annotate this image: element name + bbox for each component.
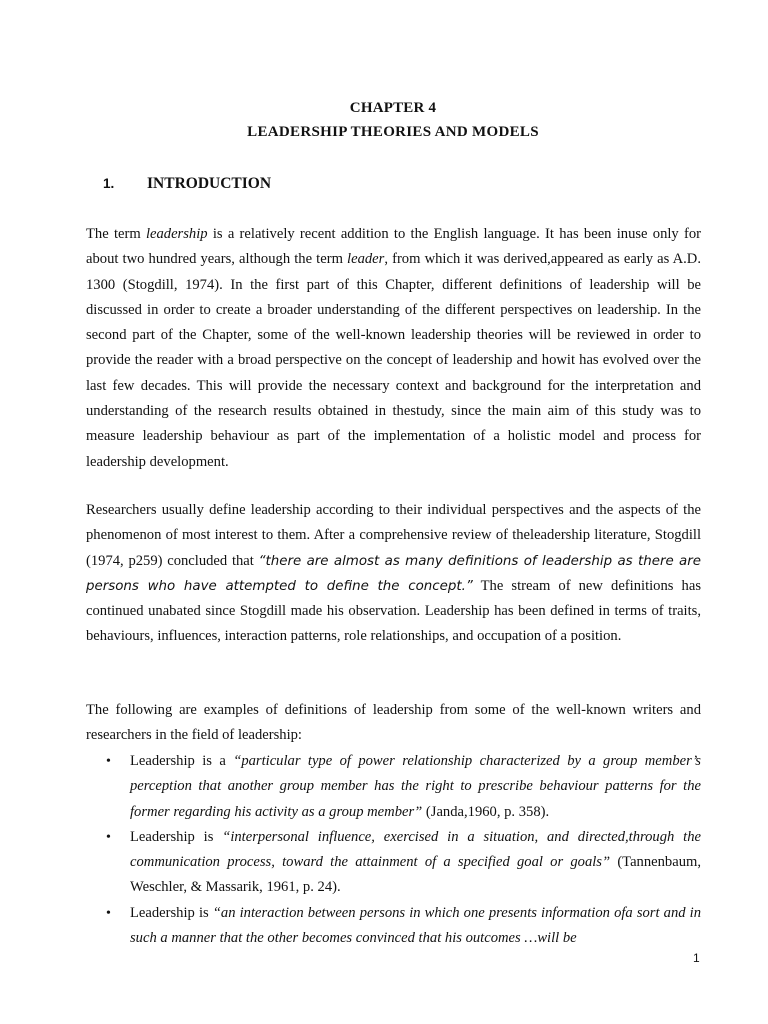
section-heading	[103, 175, 271, 193]
page-number: 1	[693, 951, 700, 965]
definition-lead: Leadership is a	[130, 753, 234, 769]
definition-lead: Leadership is	[130, 828, 223, 845]
definition-quote: “interpersonal influence, exercised in a situation, and directed,through the communication process, toward the attainment of a specified goal or goals”	[130, 828, 701, 871]
list-item	[86, 825, 701, 901]
definition-citation: (Tannenbaum, Weschler, & Massarik, 1961, p. 24).	[130, 854, 701, 896]
paragraph-introduction	[86, 222, 701, 475]
definition-quote: “an interaction between persons in which one presents information ofa sort and in such a manner that the other becomes convinced that his outcomes …will be	[130, 904, 701, 947]
paragraph-text: The stream of new definitions has continued unabated since Stogdill made his observation. Leadership has been defined in terms of traits, behaviours, influences, interaction patterns, role relationships, and occupation of a position.	[86, 577, 701, 645]
emphasis-leader: leader	[347, 251, 385, 268]
chapter-title: LEADERSHIP THEORIES AND MODELS	[247, 124, 539, 140]
paragraph-text: Researchers usually define leadership according to their individual perspectives and the aspects of the phenomenon of most interest to them. After a comprehensive review of theleadership literature, Stogdill (1974, p259) concluded that	[86, 502, 701, 569]
stogdill-quote: “there are almost as many definitions of leadership as there are persons who have attempted to define the concept.”	[86, 553, 701, 594]
paragraph-definitions	[86, 498, 701, 650]
section-title: INTRODUCTION	[147, 175, 272, 192]
paragraph-text: The term	[86, 226, 146, 242]
chapter-number: CHAPTER 4	[349, 100, 437, 116]
list-item	[86, 749, 701, 825]
paragraph-text: , from which it was derived,appeared as early as A.D. 1300 (Stogdill, 1974). In the first part of this Chapter, different definitions of leadership will be discussed in order to create a broader understanding of the different perspectives on leadership. In the second part of the Chapter, some of the well-known leadership theories will be reviewed in order to provide the reader with a broad perspective on the concept of leadership and howit has evolved over the last few decades. This will provide the necessary context and background for the interpretation and understanding of the research results obtained in thestudy, since the main aim of this study was to measure leadership behaviour as part of the implementation of a holistic model and process for leadership development.	[86, 251, 701, 470]
bullet-icon: •	[106, 829, 111, 845]
definition-lead: Leadership is	[130, 904, 213, 921]
emphasis-leadership: leadership	[145, 226, 208, 242]
paragraph-examples-intro: The following are examples of definitions of leadership from some of the well-known writers and researchers in the field of leadership:	[86, 702, 701, 744]
paragraph-text: is a relatively recent addition to the English language. It has been inuse only for about two hundred years, although the term	[86, 226, 701, 268]
definition-citation: (Janda,1960, p. 358).	[422, 803, 550, 820]
list-item	[86, 901, 701, 952]
section-number: 1.	[103, 176, 115, 191]
definition-quote: “particular type of power relationship characterized by a group member’s perception that another group member has the right to prescribe behaviour patterns for the former regarding his activity as a group member”	[130, 753, 701, 820]
bullet-icon: •	[106, 905, 111, 921]
bullet-icon: •	[106, 754, 111, 769]
definition-list	[86, 749, 701, 951]
